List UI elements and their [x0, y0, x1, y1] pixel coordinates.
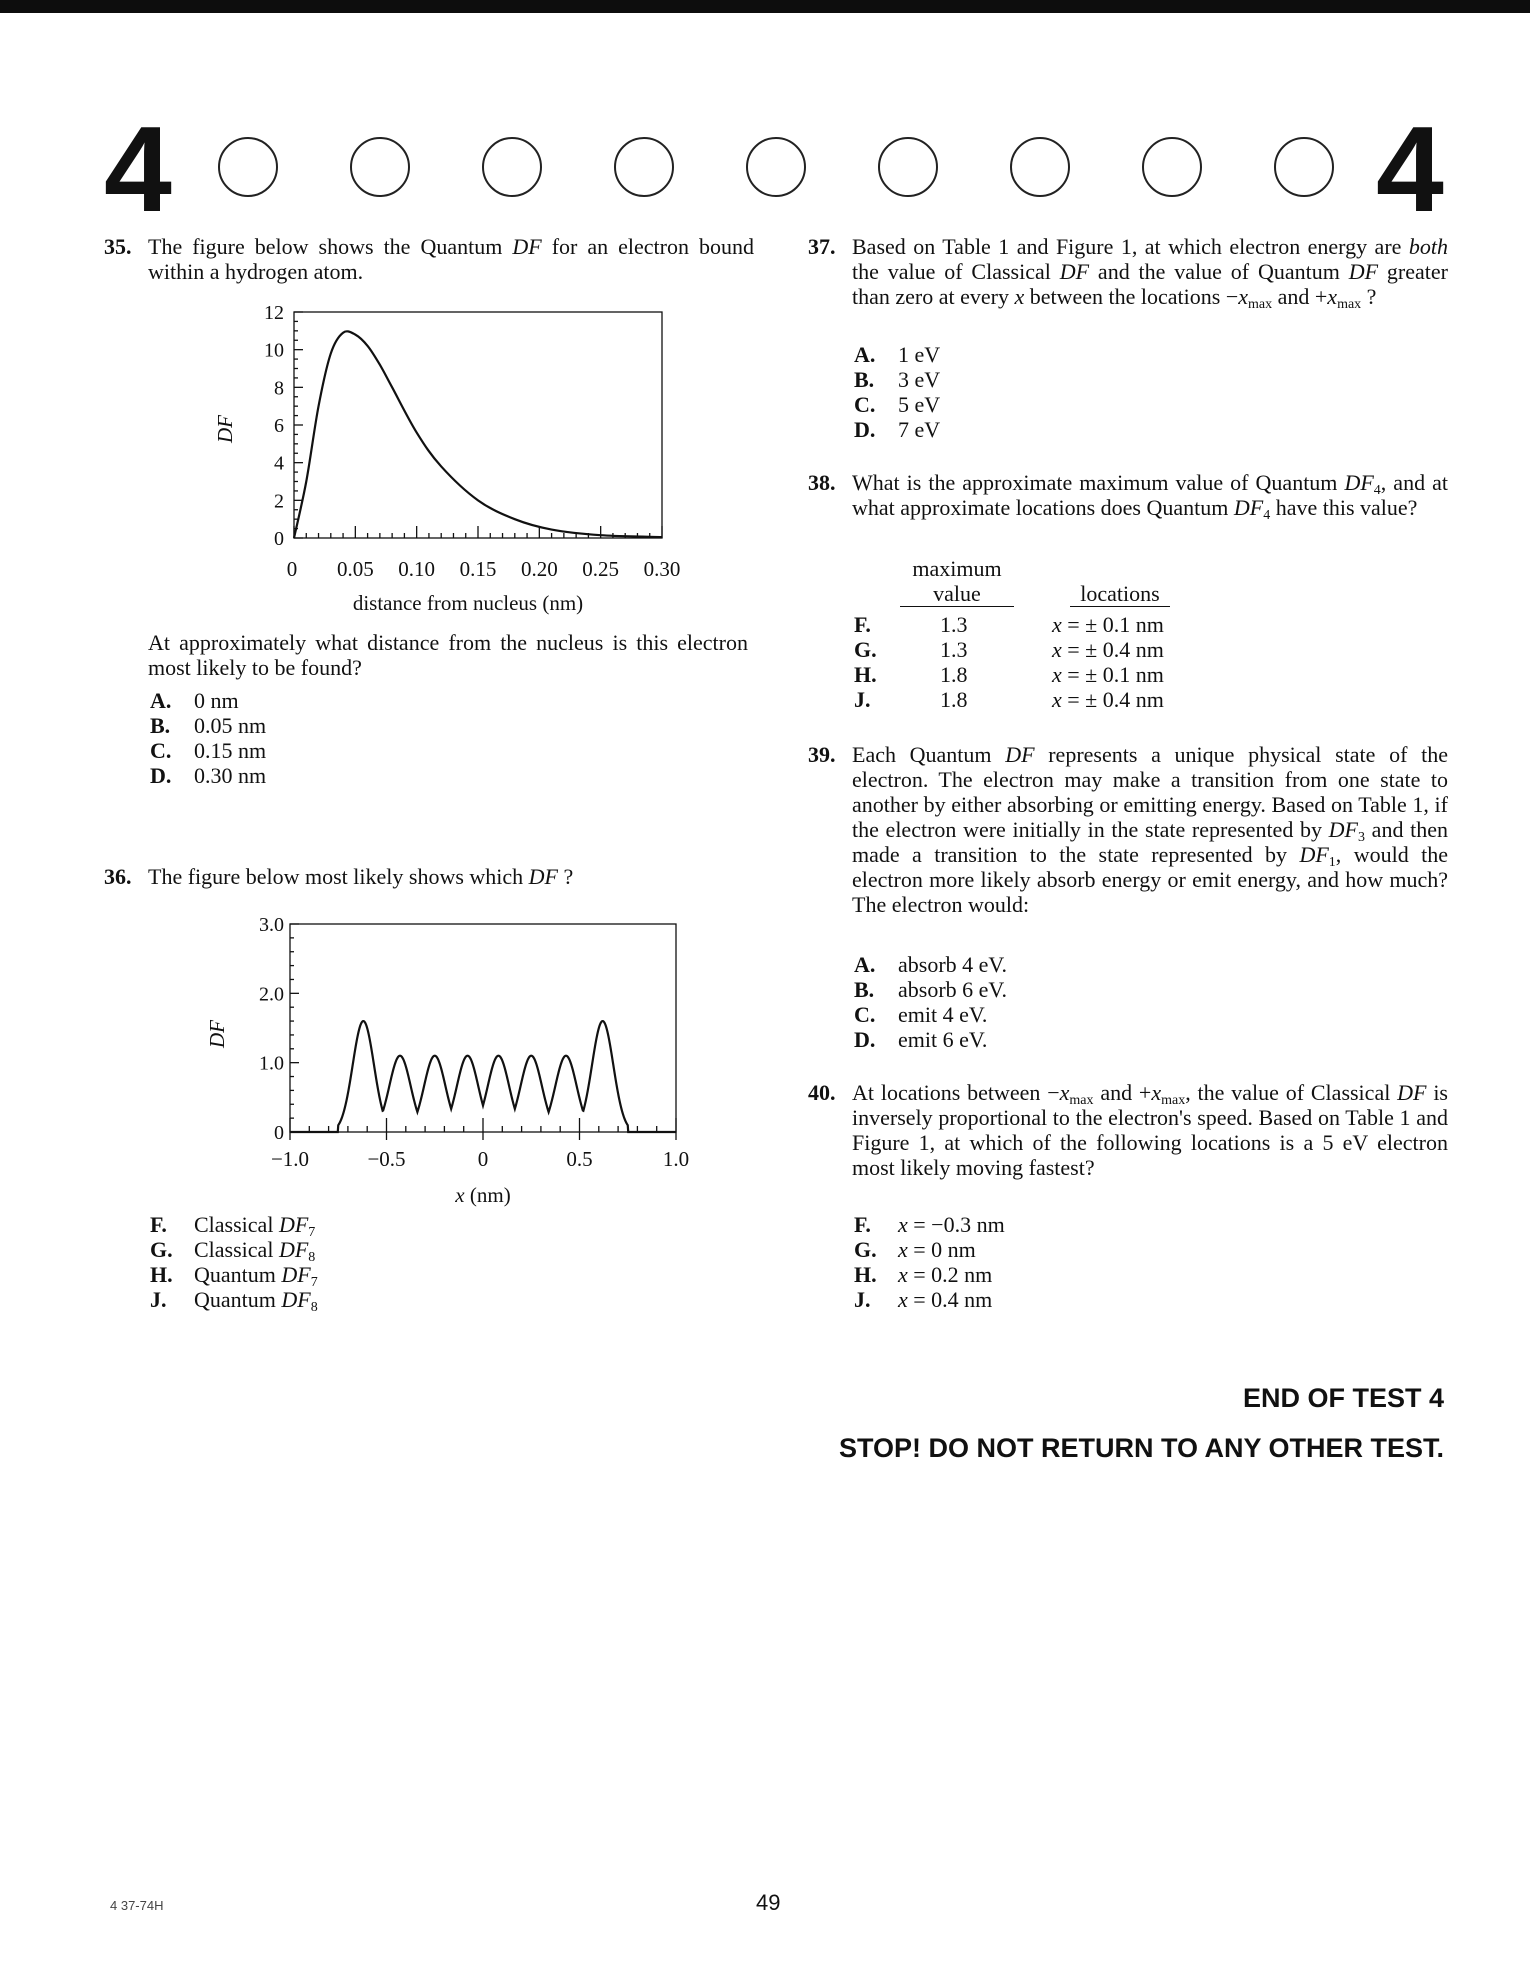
option-letter: H.	[854, 1262, 877, 1287]
answer-option[interactable]	[854, 367, 940, 392]
series-line	[294, 331, 662, 538]
option-text: 3 eV	[898, 367, 941, 392]
answer-option[interactable]	[854, 952, 1007, 977]
answer-option[interactable]	[150, 688, 266, 713]
option-text: Classical $DF_7$	[194, 1212, 316, 1240]
question-number: 35.	[104, 234, 132, 259]
y-tick-label: 6	[274, 415, 284, 437]
chart-df-x	[200, 900, 720, 1207]
header-circle	[1142, 137, 1202, 197]
option-letter: C.	[150, 738, 172, 763]
scan-top-bar	[0, 0, 1530, 13]
option-letter: D.	[854, 417, 876, 442]
question-number: 37.	[808, 234, 836, 259]
series-line	[290, 1021, 676, 1132]
answer-option[interactable]	[150, 1237, 318, 1265]
plot-frame	[294, 312, 662, 538]
option-value: 1.3	[940, 612, 968, 637]
option-text: x = 0.2 nm	[898, 1262, 993, 1287]
x-tick-label: 0.25	[582, 557, 620, 581]
question-40	[808, 1080, 1448, 1180]
option-letter: A.	[150, 688, 172, 713]
options-37	[854, 342, 940, 442]
plot-frame	[290, 924, 676, 1132]
header-circle	[1274, 137, 1334, 197]
option-text: absorb 4 eV.	[898, 952, 1007, 977]
option-text: 0.05 nm	[194, 713, 267, 738]
option-letter: B.	[854, 367, 875, 392]
option-value: 1.3	[940, 637, 968, 662]
option-text: absorb 6 eV.	[898, 977, 1007, 1002]
question-35-prompt	[148, 630, 748, 680]
x-tick-label: 0.20	[520, 557, 558, 581]
question-stem: At locations between $-x_{max}$ and $+x_{max}$, the value of Classical DF is inversely proportional to the electron's speed. Based on Table 1 and Figure 1, at which of the following locations is a 5 eV electron most likely moving fastest?	[852, 1080, 1448, 1180]
option-letter: G.	[854, 1237, 877, 1262]
option-text: x = −0.3 nm	[898, 1212, 1005, 1237]
option-value: 1.8	[940, 662, 968, 687]
chart-quantum-df-hydrogen	[200, 296, 720, 615]
answer-option[interactable]	[854, 662, 1214, 687]
answer-option[interactable]	[854, 977, 1007, 1002]
question-39	[808, 742, 1448, 917]
header-circle	[1010, 137, 1070, 197]
answer-option[interactable]	[854, 612, 1214, 637]
y-tick-label: 8	[274, 377, 284, 400]
y-tick-label: 2	[274, 490, 284, 513]
option-letter: F.	[854, 1212, 871, 1237]
answer-option[interactable]	[854, 417, 940, 442]
option-letter: G.	[150, 1237, 173, 1262]
header-circle	[350, 137, 410, 197]
options-39	[854, 952, 1007, 1052]
x-tick-label: −0.5	[367, 1147, 406, 1171]
y-tick-label: 12	[264, 302, 284, 324]
option-text: Quantum $DF_8$	[194, 1287, 318, 1315]
y-axis-label: DF	[205, 1020, 229, 1048]
option-letter: H.	[150, 1262, 173, 1287]
option-text: 5 eV	[898, 392, 941, 417]
option-location: x = ± 0.1 nm	[1052, 612, 1164, 637]
question-text: At approximately what distance from the nucleus is this electron most likely to be found?	[148, 630, 748, 680]
option-text: emit 6 eV.	[898, 1027, 988, 1052]
option-text: Quantum $DF_7$	[194, 1262, 318, 1290]
option-text: 0.15 nm	[194, 738, 267, 763]
option-text: emit 4 eV.	[898, 1002, 988, 1027]
option-text: 1 eV	[898, 342, 941, 367]
end-of-test: END OF TEST 4	[1242, 1383, 1444, 1413]
stop-notice: STOP! DO NOT RETURN TO ANY OTHER TEST.	[838, 1433, 1444, 1463]
x-tick-label: −1.0	[270, 1147, 310, 1171]
answer-option[interactable]	[150, 1287, 318, 1315]
option-location: x = ± 0.4 nm	[1052, 687, 1164, 712]
y-tick-label: 10	[264, 339, 284, 362]
question-37	[808, 234, 1448, 312]
question-stem: The figure below most likely shows which DF ?	[148, 864, 574, 889]
option-text: x = 0.4 nm	[898, 1287, 993, 1312]
option-text: 0 nm	[194, 688, 239, 713]
x-axis-label: distance from nucleus (nm)	[352, 591, 584, 615]
x-tick-label: 0	[477, 1147, 489, 1171]
question-number: 40.	[808, 1080, 836, 1105]
y-tick-label: 4	[274, 452, 284, 475]
table-header-value-line1: maximum	[912, 556, 1002, 581]
option-letter: B.	[150, 713, 171, 738]
y-axis-label: DF	[213, 415, 237, 443]
answer-option[interactable]	[854, 1237, 1005, 1262]
option-text: 0.30 nm	[194, 763, 267, 788]
question-stem: The figure below shows the Quantum DF for an electron bound within a hydrogen atom.	[148, 234, 755, 284]
x-tick-label: 0.5	[566, 1147, 593, 1171]
y-tick-label: 2.0	[259, 983, 284, 1006]
option-location: x = ± 0.4 nm	[1052, 637, 1164, 662]
y-tick-label: 1.0	[259, 1052, 284, 1075]
option-text: Classical $DF_8$	[194, 1237, 316, 1265]
y-tick-label: 0	[274, 528, 284, 550]
header-circle	[482, 137, 542, 197]
answer-option[interactable]	[854, 1262, 1005, 1287]
option-text: 7 eV	[898, 417, 941, 442]
header-circle	[746, 137, 806, 197]
table-header-value-line2: value	[900, 581, 1014, 607]
x-tick-label: 0.15	[459, 557, 497, 581]
option-letter: C.	[854, 1002, 876, 1027]
y-tick-label: 3.0	[259, 914, 284, 936]
question-stem: Each Quantum DF represents a unique physical state of the electron. The electron may make a transition from one state to another by either absorbing or emitting energy. Based on Table 1, if the electron were initially in the state represented by $DF_3$ and then made a transition to the state represented by $DF_1$, would the electron more likely absorb energy or emit energy, and how much? The electron would:	[852, 742, 1448, 917]
x-tick-label: 0.10	[398, 557, 436, 581]
answer-option[interactable]	[854, 637, 1214, 662]
question-36	[104, 864, 764, 889]
option-letter: J.	[854, 687, 871, 712]
section-number-right: 4	[1376, 101, 1444, 237]
option-letter: A.	[854, 952, 876, 977]
header-circle	[614, 137, 674, 197]
x-tick-label: 1.0	[662, 1147, 690, 1171]
option-letter: G.	[854, 637, 877, 662]
question-stem: What is the approximate maximum value of Quantum $DF_4$, and at what approximate locations does Quantum $DF_4$ have this value?	[852, 470, 1448, 523]
option-letter: H.	[854, 662, 877, 687]
option-letter: A.	[854, 342, 876, 367]
answer-option[interactable]	[150, 713, 266, 738]
options-35	[150, 688, 266, 788]
answer-option[interactable]	[854, 1212, 1005, 1237]
page-number: 49	[756, 1890, 781, 1915]
option-letter: D.	[150, 763, 172, 788]
option-letter: F.	[150, 1212, 167, 1237]
x-axis-label: x (nm)	[455, 1183, 511, 1207]
answer-option[interactable]	[150, 1262, 318, 1290]
option-value: 1.8	[940, 687, 968, 712]
answer-option[interactable]	[854, 342, 940, 367]
question-number: 38.	[808, 470, 836, 495]
answer-option[interactable]	[150, 738, 266, 763]
answer-option[interactable]	[854, 1002, 1007, 1027]
option-letter: D.	[854, 1027, 876, 1052]
option-letter: J.	[854, 1287, 871, 1312]
option-letter: B.	[854, 977, 875, 1002]
question-38	[808, 470, 1448, 523]
answer-option[interactable]	[854, 687, 1214, 712]
header-circle	[218, 137, 278, 197]
option-letter: C.	[854, 392, 876, 417]
options-36	[150, 1212, 318, 1315]
question-number: 39.	[808, 742, 836, 767]
options-40	[854, 1212, 1005, 1312]
y-tick-label: 0	[274, 1122, 284, 1144]
x-tick-label: 0.30	[643, 557, 681, 581]
option-text: x = 0 nm	[898, 1237, 976, 1262]
answer-option[interactable]	[150, 1212, 318, 1240]
answer-option[interactable]	[854, 1027, 1007, 1052]
answer-option[interactable]	[150, 763, 266, 788]
table-header-locations: locations	[1070, 581, 1170, 607]
question-stem: Based on Table 1 and Figure 1, at which electron energy are both the value of Classical DF and the value of Quantum DF greater than zero at every x between the locations $-x_{max}$ and $+x_{max}$ ?	[852, 234, 1448, 312]
option-location: x = ± 0.1 nm	[1052, 662, 1164, 687]
option-letter: J.	[150, 1287, 167, 1312]
option-letter: F.	[854, 612, 871, 637]
header-circle	[878, 137, 938, 197]
question-number: 36.	[104, 864, 132, 889]
x-tick-label: 0	[286, 557, 298, 581]
question-35	[104, 234, 754, 284]
x-tick-label: 0.05	[336, 557, 374, 581]
answer-option[interactable]	[854, 392, 940, 417]
section-number-left: 4	[104, 101, 172, 237]
form-code: 4 37-74H	[110, 1898, 164, 1913]
answer-option[interactable]	[854, 1287, 1005, 1312]
